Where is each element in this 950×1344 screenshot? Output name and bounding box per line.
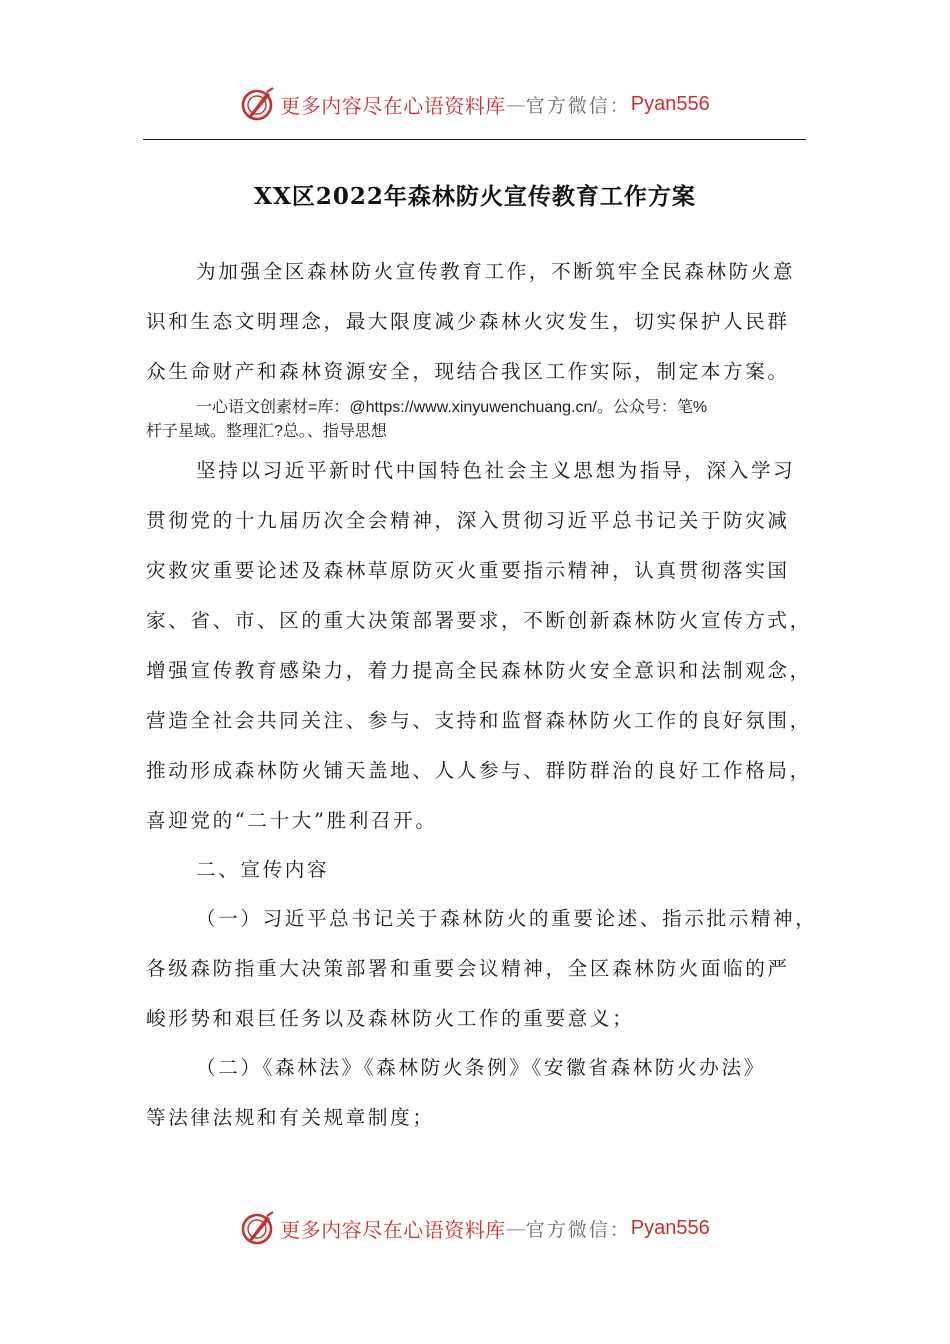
text-line: （二）《森林法》《森林防火条例》《安徽省森林防火办法》 — [196, 1056, 766, 1079]
content-item-1 — [146, 894, 818, 1044]
text-line: 贯彻党的十九届历次全会精神，深入贯彻习近平总书记关于防灾减 — [146, 509, 790, 532]
guiding-paragraph — [146, 446, 810, 846]
header-banner-official: 官方微信： — [525, 94, 631, 117]
text-line: 推动形成森林防火铺天盖地、人人参与、群防群治的良好工作格局， — [146, 759, 812, 782]
text-line: 识和生态文明理念，最大限度减少森林火灾发生，切实保护人民群 — [146, 310, 790, 333]
footer-banner-contact: Pyan556 — [630, 1216, 710, 1239]
intro-paragraph — [146, 247, 810, 397]
text-line: 为加强全区森林防火宣传教育工作，不断筑牢全民森林防火意 — [196, 260, 796, 283]
header-banner-text: 更多内容尽在心语资料库 — [280, 93, 506, 118]
document-title: XX区2022年森林防火宣传教育工作方案 — [254, 183, 696, 210]
footer-banner — [0, 1208, 950, 1248]
note-line: 一心语文创素材=库：@https://www.xinyuwenchuang.cn/。公众号：笔% — [196, 399, 708, 416]
header-banner-contact: Pyan556 — [630, 92, 710, 115]
header-divider — [143, 139, 806, 140]
footer-banner-text: 更多内容尽在心语资料库 — [280, 1217, 506, 1242]
footer-banner-official: 官方微信： — [525, 1218, 631, 1241]
section-heading-text: 二、宣传内容 — [196, 858, 330, 881]
footer-banner-separator: — — [505, 1216, 526, 1240]
text-line: 喜迎党的“二十大”胜利召开。 — [146, 809, 438, 832]
note-line: 杆子星域。整理汇?总。、指导思想 — [146, 423, 387, 440]
text-line: 众生命财产和森林资源安全，现结合我区工作实际，制定本方案。 — [146, 360, 790, 383]
quill-logo-icon — [240, 86, 276, 122]
text-line: 峻形势和艰巨任务以及森林防火工作的重要意义； — [146, 1007, 635, 1030]
inserted-note — [146, 396, 810, 444]
content-item-2 — [146, 1043, 810, 1143]
header-banner-separator: — — [505, 92, 526, 116]
text-line: 坚持以习近平新时代中国特色社会主义思想为指导，深入学习 — [196, 459, 796, 482]
quill-logo-icon — [240, 1210, 276, 1246]
text-line: （一）习近平总书记关于森林防火的重要论述、指示批示精神， — [196, 907, 818, 930]
text-line: 各级森防指重大决策部署和重要会议精神，全区森林防火面临的严 — [146, 957, 790, 980]
text-line: 等法律法规和有关规章制度； — [146, 1106, 435, 1129]
text-line: 灾救灾重要论述及森林草原防灭火重要指示精神，认真贯彻落实国 — [146, 559, 790, 582]
header-banner — [0, 84, 950, 124]
text-line: 营造全社会共同关注、参与、支持和监督森林防火工作的良好氛围， — [146, 709, 812, 732]
section-heading — [146, 845, 810, 895]
text-line: 家、省、市、区的重大决策部署要求，不断创新森林防火宣传方式， — [146, 609, 812, 632]
text-line: 增强宣传教育感染力，着力提高全民森林防火安全意识和法制观念， — [146, 659, 812, 682]
